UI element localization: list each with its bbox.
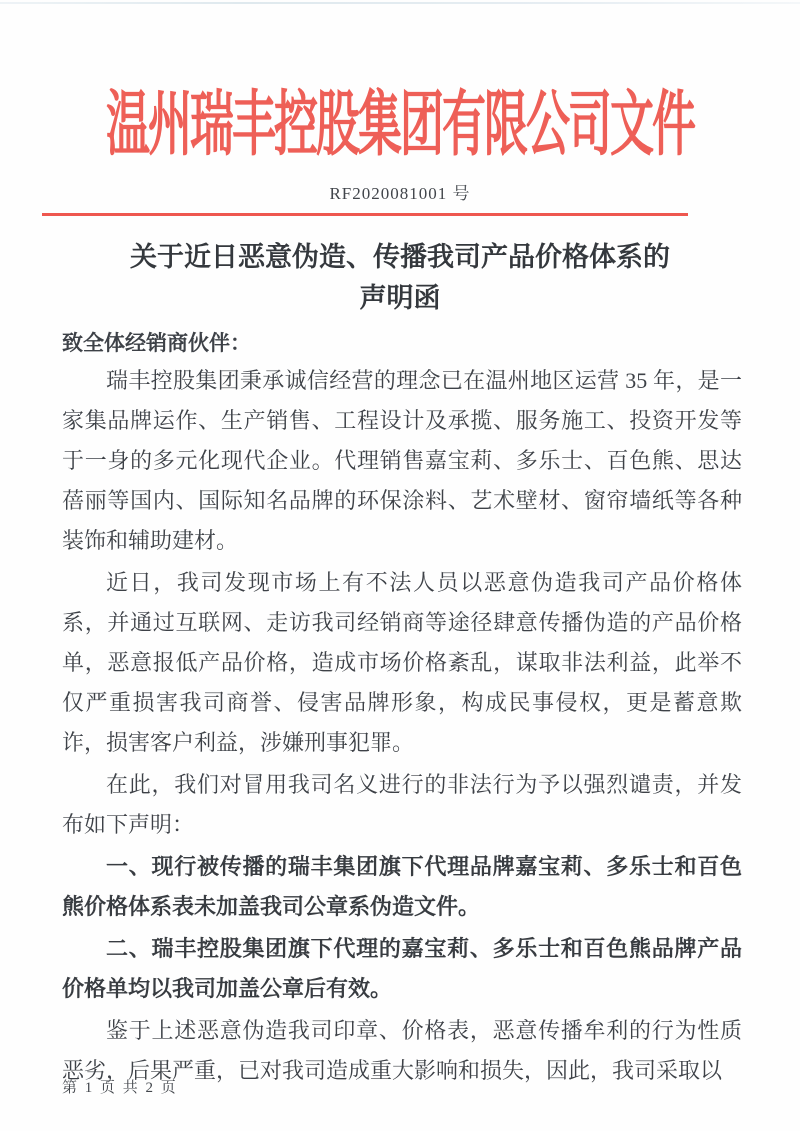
body-paragraph-incident: 近日，我司发现市场上有不法人员以恶意伪造我司产品价格体系，并通过互联网、走访我司经销商等途径肆意传播伪造的产品价格单，恶意报低产品价格，造成市场价格紊乱，谋取非法利益，此举不仅严重损害我司商誉、侵害品牌形象，构成民事侵权，更是蓄意欺诈，损害客户利益，涉嫌刑事犯罪。: [62, 570, 742, 755]
body-paragraph-condemnation: 在此，我们对冒用我司名义进行的非法行为予以强烈谴责，并发布如下声明：: [62, 772, 742, 837]
statement-item-1: 一、现行被传播的瑞丰集团旗下代理品牌嘉宝莉、多乐士和百色熊价格体系表未加盖我司公章系伪造文件。: [62, 854, 742, 919]
letterhead-title: 温州瑞丰控股集团有限公司文件: [106, 85, 694, 165]
statement-item-2: 二、瑞丰控股集团旗下代理的嘉宝莉、多乐士和百色熊品牌产品价格单均以我司加盖公章后有效。: [62, 936, 742, 1001]
salutation: 致全体经销商伙伴：: [62, 331, 251, 355]
document-title: [60, 237, 740, 319]
document-title-line1: 关于近日恶意伪造、传播我司产品价格体系的: [130, 242, 670, 272]
document-number: RF2020081001 号: [329, 184, 471, 203]
body-paragraph-measures: 鉴于上述恶意伪造我司印章、价格表，恶意传播牟利的行为性质恶劣，后果严重，已对我司造成重大影响和损失，因此，我司采取以: [62, 1018, 742, 1083]
red-divider-rule: [42, 213, 688, 216]
scan-artifact-line: [0, 2, 800, 4]
page-number-indicator: 第 1 页 共 2 页: [62, 1080, 178, 1096]
body-paragraph-company-intro: 瑞丰控股集团秉承诚信经营的理念已在温州地区运营 35 年，是一家集品牌运作、生产销售、工程设计及承揽、服务施工、投资开发等于一身的多元化现代企业。代理销售嘉宝莉、多乐士、百色熊、思达蓓丽等国内、国际知名品牌的环保涂料、艺术壁材、窗帘墙纸等各种装饰和辅助建材。: [62, 368, 742, 553]
document-title-line2: 声明函: [359, 283, 441, 313]
document-body: [62, 325, 742, 1091]
